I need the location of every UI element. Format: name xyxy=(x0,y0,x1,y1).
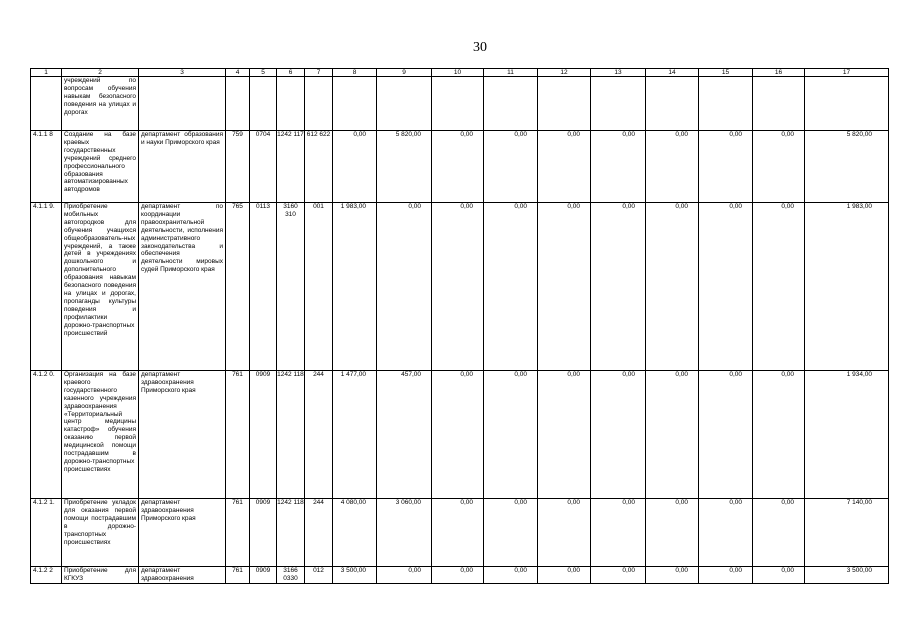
table-cell: 0,00 xyxy=(377,203,432,371)
table-cell: 0,00 xyxy=(646,371,699,499)
header-cell: 4 xyxy=(226,69,250,77)
header-cell: 9 xyxy=(377,69,432,77)
table-cell: 0,00 xyxy=(538,371,591,499)
table-cell: 244 xyxy=(305,371,333,499)
header-cell: 6 xyxy=(277,69,305,77)
table-cell: 1 477,00 xyxy=(333,371,377,499)
table-cell xyxy=(805,77,889,131)
header-cell: 2 xyxy=(62,69,139,77)
table-cell: 0,00 xyxy=(432,131,484,203)
header-cell: 13 xyxy=(591,69,646,77)
table-cell xyxy=(139,77,226,131)
table-row xyxy=(31,371,889,499)
table-cell: 0,00 xyxy=(484,371,538,499)
header-cell: 7 xyxy=(305,69,333,77)
table-cell: 0,00 xyxy=(333,131,377,203)
table-cell: 761 xyxy=(226,371,250,499)
table-cell: 5 820,00 xyxy=(377,131,432,203)
table-cell: 3 500,00 xyxy=(333,567,377,584)
header-cell: 14 xyxy=(646,69,699,77)
table-cell: департамент здравоохранения Приморского края xyxy=(139,371,226,499)
header-cell: 1 xyxy=(31,69,62,77)
table-cell: 4 080,00 xyxy=(333,499,377,567)
table-row xyxy=(31,77,889,131)
table-cell: 1242 118 xyxy=(277,371,305,499)
page-number: 30 xyxy=(473,40,487,55)
table-cell: 0,00 xyxy=(646,499,699,567)
table-cell: 0,00 xyxy=(753,203,805,371)
table-cell: департамент образования и науки Приморского края xyxy=(139,131,226,203)
table-cell: 0,00 xyxy=(699,371,753,499)
table-cell: Организация на базе краевого государственного казенного учреждения здравоохранения «Территориальный центр медицины катастроф» обучения оказанию первой медицинской помощи пострадавшим в дорожно-транспортных происшествиях xyxy=(62,371,139,499)
header-cell: 11 xyxy=(484,69,538,77)
header-cell: 15 xyxy=(699,69,753,77)
table-cell: 761 xyxy=(226,567,250,584)
table-cell: Приобретение укладок для оказания первой помощи пострадавшим в дорожно-транспортных происшествиях xyxy=(62,499,139,567)
table-cell: 0,00 xyxy=(646,203,699,371)
table-cell: 1242 118 xyxy=(277,499,305,567)
table-cell: 012 xyxy=(305,567,333,584)
table-cell: 0,00 xyxy=(753,567,805,584)
table-cell: 0,00 xyxy=(432,567,484,584)
table-cell: 4.1.2 0. xyxy=(31,371,62,499)
table-cell xyxy=(432,77,484,131)
table-cell: 0,00 xyxy=(432,499,484,567)
header-cell: 12 xyxy=(538,69,591,77)
table-cell xyxy=(377,77,432,131)
table-cell: 4.1.1 9. xyxy=(31,203,62,371)
table-cell xyxy=(305,77,333,131)
table-cell: 0,00 xyxy=(591,567,646,584)
table-cell xyxy=(226,77,250,131)
table-cell: 0,00 xyxy=(699,203,753,371)
header-row xyxy=(31,69,889,77)
table-cell: 001 xyxy=(305,203,333,371)
table-cell: 0,00 xyxy=(484,499,538,567)
table-cell: 0909 xyxy=(250,567,277,584)
table-cell: 0,00 xyxy=(699,567,753,584)
table-cell: 5 820,00 xyxy=(805,131,889,203)
table-row xyxy=(31,499,889,567)
table-cell: 4.1.1 8 xyxy=(31,131,62,203)
header-cell: 10 xyxy=(432,69,484,77)
table-cell: учреждений по вопросам обучения навыкам безопасного поведения на улицах и дорогах xyxy=(62,77,139,131)
table-cell: 1 983,00 xyxy=(333,203,377,371)
table-cell: 0,00 xyxy=(484,567,538,584)
table-cell: 1 934,00 xyxy=(805,371,889,499)
table-cell: 759 xyxy=(226,131,250,203)
table-cell: 0909 xyxy=(250,499,277,567)
table-cell: 761 xyxy=(226,499,250,567)
table-cell: 1242 117 xyxy=(277,131,305,203)
header-cell: 17 xyxy=(805,69,889,77)
table-cell: 3 500,00 xyxy=(805,567,889,584)
table-cell: 612 622 xyxy=(305,131,333,203)
table-cell: 0,00 xyxy=(753,371,805,499)
table-cell: 4.1.2 2 xyxy=(31,567,62,584)
table-cell: 0,00 xyxy=(432,203,484,371)
table-cell: 0,00 xyxy=(646,567,699,584)
table-cell xyxy=(646,77,699,131)
table-cell: 0909 xyxy=(250,371,277,499)
table-cell: 0,00 xyxy=(646,131,699,203)
header-cell: 5 xyxy=(250,69,277,77)
table-cell: 0,00 xyxy=(538,499,591,567)
table-cell: департамент по координации правоохранительной деятельности, исполнения административного законодательства и обеспечения деятельности мировых судей Приморского края xyxy=(139,203,226,371)
table-cell: 0,00 xyxy=(484,131,538,203)
table-row xyxy=(31,131,889,203)
table-cell: департамент здравоохранения xyxy=(139,567,226,584)
table-cell xyxy=(484,77,538,131)
table-cell xyxy=(31,77,62,131)
table-cell: 0704 xyxy=(250,131,277,203)
table-cell: Приобретение мобильных автогородков для обучения учащихся общеобразователь-ных учреждений, а также детей в учреждениях дошкольного и дополнительного образования навыкам безопасного поведения на улицах и дорогах, пропаганды культуры поведения и профилактики дорожно-транспортных происшествий xyxy=(62,203,139,371)
table-cell: 0,00 xyxy=(591,131,646,203)
table-cell: 0,00 xyxy=(591,371,646,499)
table-cell: 0,00 xyxy=(699,131,753,203)
table-cell xyxy=(753,77,805,131)
table-cell: 457,00 xyxy=(377,371,432,499)
header-cell: 3 xyxy=(139,69,226,77)
table-cell xyxy=(250,77,277,131)
table-cell: 3160 310 xyxy=(277,203,305,371)
table-cell: 0,00 xyxy=(753,131,805,203)
table-cell: 0,00 xyxy=(484,203,538,371)
table-cell: 0,00 xyxy=(699,499,753,567)
table-cell: 0,00 xyxy=(538,567,591,584)
table-cell: 0,00 xyxy=(538,203,591,371)
table-cell: 0,00 xyxy=(432,371,484,499)
table-cell xyxy=(591,77,646,131)
table-cell xyxy=(538,77,591,131)
table-cell: 765 xyxy=(226,203,250,371)
table-cell: 3166 0330 xyxy=(277,567,305,584)
table-cell: 0,00 xyxy=(591,203,646,371)
header-cell: 16 xyxy=(753,69,805,77)
table-cell: 244 xyxy=(305,499,333,567)
table-cell: 1 983,00 xyxy=(805,203,889,371)
header-cell: 8 xyxy=(333,69,377,77)
table-cell: 0113 xyxy=(250,203,277,371)
budget-table xyxy=(30,68,889,584)
table-cell: 0,00 xyxy=(591,499,646,567)
table-cell xyxy=(333,77,377,131)
table-cell: 3 060,00 xyxy=(377,499,432,567)
table-cell xyxy=(277,77,305,131)
table-cell: 0,00 xyxy=(753,499,805,567)
table-cell: Создание на базе краевых государственных учреждений среднего профессионального образования автоматизированных автодромов xyxy=(62,131,139,203)
table-cell: Приобретение для КГКУЗ xyxy=(62,567,139,584)
table-cell: 7 140,00 xyxy=(805,499,889,567)
table-cell: 0,00 xyxy=(538,131,591,203)
table-cell: 4.1.2 1. xyxy=(31,499,62,567)
table-cell: департамент здравоохранения Приморского края xyxy=(139,499,226,567)
table-cell: 0,00 xyxy=(377,567,432,584)
table-row xyxy=(31,203,889,371)
table-row xyxy=(31,567,889,584)
table-cell xyxy=(699,77,753,131)
